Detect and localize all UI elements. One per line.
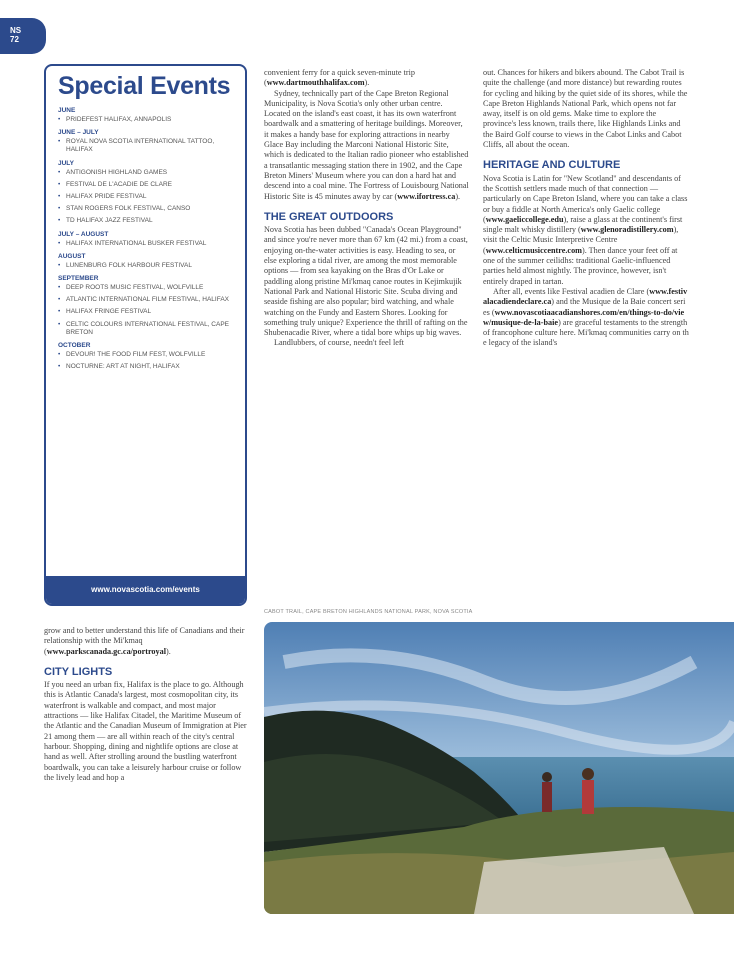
heritage-text-2: ), raise a glass at the continent's first single malt whisky distillery ( — [483, 214, 683, 235]
event-item: • TD HALIFAX JAZZ FESTIVAL — [58, 217, 235, 225]
event-item: • ROYAL NOVA SCOTIA INTERNATIONAL TATTOO, HALIFAX — [58, 138, 235, 154]
hiking-paragraph: out. Chances for hikers and bikers abound. The Cabot Trail is quite the challenge (and more distance) but rewarding routes for cycling and hiking by the quiet side of its shores, while the Cape Breton Highlands National Park, which opens not far away, itself is on old gems. Make time to explore the province's less known, trails there, like Highlands Links and the Baird Golf course to views in the Cabot Links and Cabot Cliffs, all about the ocean. — [483, 68, 688, 150]
ferry-text: convenient ferry for a quick seven-minute trip ( — [264, 68, 415, 88]
event-month: JULY — [58, 159, 75, 167]
ferry-end: ). — [364, 78, 370, 88]
sydney-text: Sydney, technically part of the Cape Breton Regional Municipality, is Nova Scotia's only other urban centre. Located on the island's east coast, it has its own waterfront boardwalk and a smattering of heritage buildings. Moreover, it makes a handy base for exploring attractions in nearby Glace Bay including the Marconi National Historic Site, which is dedicated to the Italian radio pioneer who established a transatlantic messaging station there in 1902, and the Cape Breton Miners' Museum where you can don a hard hat and descend into a coal mine. The Fortress of Louisbourg National Historic Site is 45 minutes away by car ( — [264, 88, 469, 201]
events-url[interactable]: www.novascotia.com/events — [46, 576, 245, 604]
event-month: JULY – AUGUST — [58, 230, 109, 238]
event-item: • FESTIVAL DE L'ACADIE DE CLARE — [58, 181, 235, 189]
sidebar-title: Special Events — [58, 72, 231, 100]
page-number: 72 — [10, 35, 19, 44]
event-item: • LUNENBURG FOLK HARBOUR FESTIVAL — [58, 262, 235, 270]
events-list — [58, 107, 235, 371]
heritage-heading: HERITAGE AND CULTURE — [483, 159, 621, 172]
right-column — [483, 68, 689, 349]
event-item: • HALIFAX PRIDE FESTIVAL — [58, 193, 235, 201]
tab-province: NS — [10, 26, 22, 35]
special-events-sidebar — [44, 64, 247, 606]
acadian-text-2: ) and the Musique de la Baie concert series ( — [483, 297, 686, 317]
musique-link[interactable]: www.novascotiaacadianshores.com/en/things-to-do/view/musique-de-la-baie — [483, 307, 685, 327]
event-item: • NOCTURNE: ART AT NIGHT, HALIFAX — [58, 363, 235, 371]
portroyal-text: grow and to better understand this life of Canadians and their relationship with the Mi'kmaq ( — [44, 626, 245, 656]
heritage-paragraph — [483, 174, 689, 287]
heritage-text-3: ), visit the Celtic Music Interpretive Centre ( — [483, 225, 679, 255]
acadian-text-3: ) are graceful testaments to the strength of francophone culture here. Mi'kmaq communities carry on the legacy of the island's — [483, 317, 689, 348]
sydney-paragraph — [264, 89, 469, 202]
sydney-end: ). — [455, 191, 461, 201]
left-column — [44, 626, 249, 783]
acadian-paragraph — [483, 287, 689, 349]
event-item: • HALIFAX FRINGE FESTIVAL — [58, 308, 235, 316]
event-item: • ANTIGONISH HIGHLAND GAMES — [58, 169, 235, 177]
event-item: • DEVOUR! THE FOOD FILM FEST, WOLFVILLE — [58, 351, 235, 359]
outdoors-heading: THE GREAT OUTDOORS — [264, 210, 394, 223]
event-item: • CELTIC COLOURS INTERNATIONAL FESTIVAL, CAPE BRETON — [58, 321, 235, 337]
event-item: • PRIDEFEST HALIFAX, ANNAPOLIS — [58, 116, 235, 124]
distillery-link[interactable]: www.glenoradistillery.com — [580, 225, 674, 235]
event-month: AUGUST — [58, 252, 86, 260]
event-item: • HALIFAX INTERNATIONAL BUSKER FESTIVAL — [58, 240, 235, 248]
outdoors-paragraph: Nova Scotia has been dubbed "Canada's Ocean Playground" and since you're never more than 67 km (42 mi.) from a coast, enjoying on-the-water activities is easy. Heading to sea, or else exploring a tidal river, are among the most memorable options — from sea kayaking on the Bras d'Or Lake or paddling along pristine Mi'kmaq canoe routes in Kejimkujik National Park and National Historic Site. Scuba diving and seaside fishing are also popular; bird watching, and whale watching on the Fundy and Eastern Shores. Looking for something truly unique? Experience the thrill of rafting on the Shubenacadie River, where a tidal bore whips up big waves. — [264, 225, 468, 338]
event-month: SEPTEMBER — [58, 275, 99, 283]
event-item: • ATLANTIC INTERNATIONAL FILM FESTIVAL, HALIFAX — [58, 296, 235, 304]
page-number-tab — [0, 18, 46, 54]
event-item: • STAN ROGERS FOLK FESTIVAL, CANSO — [58, 205, 235, 213]
event-item: • DEEP ROOTS MUSIC FESTIVAL, WOLFVILLE — [58, 284, 235, 292]
city-lights-heading: CITY LIGHTS — [44, 665, 113, 678]
fortress-link[interactable]: www.ifortress.ca — [397, 191, 456, 201]
portroyal-paragraph — [44, 626, 249, 657]
celtic-music-link[interactable]: www.celticmusiccentre.com — [485, 245, 582, 255]
city-lights-paragraph: If you need an urban fix, Halifax is the place to go. Although this is Atlantic Canada's largest, most cosmopolitan city, its waterfront is walkable and compact, and most major attractions — like Halifax Citadel, the Maritime Museum of the Atlantic and the Canadian Museum of Immigration at Pier 21 among them — are all within reach of the city's central harbour. Shopping, dining and nightlife options are close at hand as well. After strolling around the bustling waterfront boardwalk, you can take a leisurely harbour cruise or follow the lively lead and hop a — [44, 680, 247, 782]
cabot-trail-photo — [264, 622, 734, 914]
photo-caption: CABOT TRAIL, CAPE BRETON HIGHLANDS NATIONAL PARK, NOVA SCOTIA — [264, 609, 473, 615]
ferry-link[interactable]: www.dartmouthhalifax.com — [266, 78, 365, 88]
ferry-paragraph — [264, 68, 469, 89]
event-month: JUNE – JULY — [58, 129, 99, 137]
outdoors-paragraph-2: Landlubbers, of course, needn't feel left — [274, 338, 404, 348]
heritage-text-4: ). Then dance your feet off at one of the summer ceilidhs: traditional Gaelic-influenced parties held almost nightly. The province, however, isn't entirely draped in tartan. — [483, 245, 678, 286]
portroyal-link[interactable]: www.parkscanada.gc.ca/portroyal — [46, 646, 166, 656]
event-month: JUNE — [58, 107, 76, 114]
festival-link[interactable]: www.festivalacadiendeclare.ca — [483, 286, 688, 307]
acadian-text-1: After all, events like Festival acadien de Clare ( — [493, 286, 650, 296]
portroyal-end: ). — [165, 646, 171, 656]
landscape-image — [264, 622, 734, 914]
middle-column — [264, 68, 469, 349]
event-month: OCTOBER — [58, 342, 91, 350]
gaelic-college-link[interactable]: www.gaeliccollege.edu — [485, 214, 564, 224]
heritage-text-1: Nova Scotia is Latin for "New Scotland" and descendants of the Scottish settlers made much of that connection — particularly on Cape Breton Island, where you can take a class or buy a fiddle at North America's only Gaelic college ( — [483, 173, 688, 224]
